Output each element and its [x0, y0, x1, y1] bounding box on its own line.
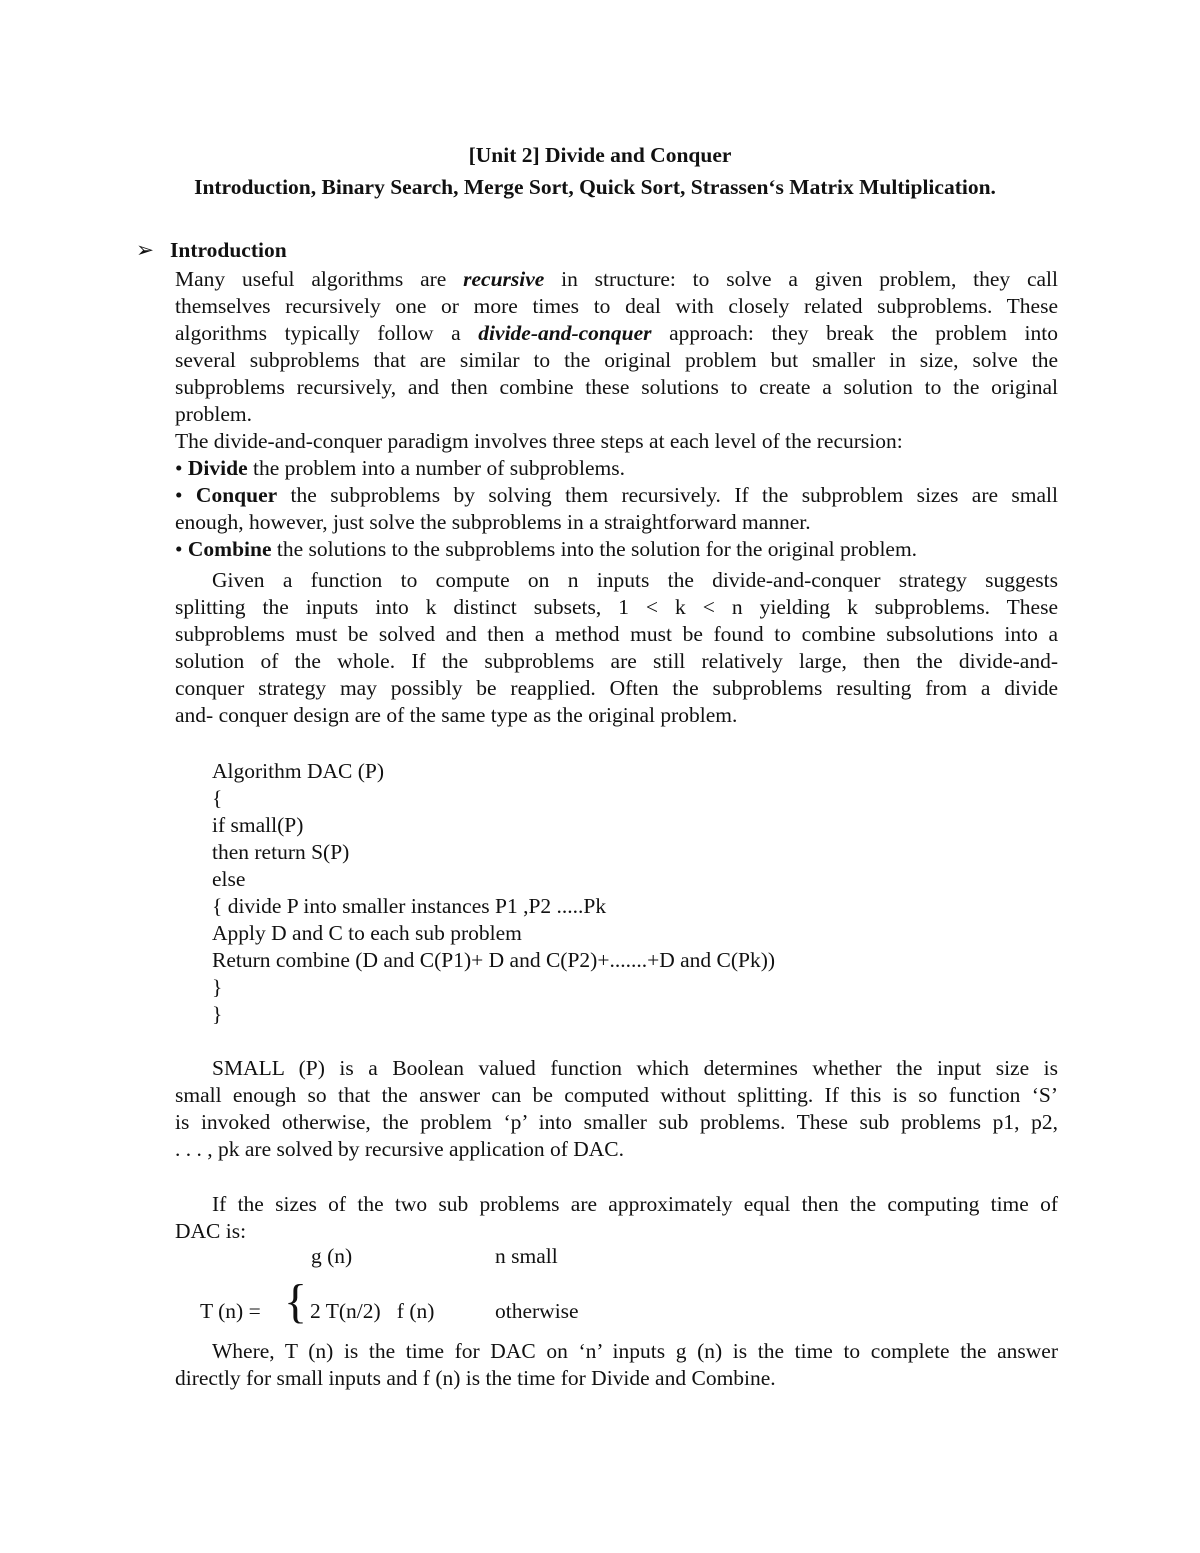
page-title: [Unit 2] Divide and Conquer — [468, 143, 732, 167]
page-subtitle: Introduction, Binary Search, Merge Sort, Quick Sort, Strassen‘s Matrix Multiplication. — [194, 175, 996, 199]
intro-line-2: themselves recursively one or more times to deal with closely related subproblems. These — [175, 294, 1058, 318]
algorithm-block — [212, 758, 775, 1028]
bullet-combine — [175, 536, 1058, 563]
given-line-4: solution of the whole. If the subproblems are still relatively large, then the divide-and- — [175, 649, 1058, 673]
algorithm-line: if small(P) — [212, 813, 304, 837]
bullet-term: Conquer — [195, 483, 278, 507]
intro-line-6: problem. — [175, 402, 253, 426]
equation-recursive-case: 2 T(n/2) f (n) — [310, 1299, 435, 1323]
bullet-term: Divide — [187, 456, 248, 480]
equation-g-of-n: g (n) — [311, 1244, 353, 1268]
intro-text: approach: they break the problem into — [651, 321, 1058, 345]
given-line-6: and- conquer design are of the same type as the original problem. — [175, 703, 738, 727]
intro-text: in structure: to solve a given problem, they call — [544, 267, 1058, 291]
algorithm-line: { — [212, 786, 223, 810]
bullet-text: the subproblems by solving them recursively. If the subproblem sizes are small — [277, 483, 1058, 507]
bullet-conquer — [175, 482, 1058, 509]
intro-line-4: several subproblems that are similar to the original problem but smaller in size, solve the — [175, 348, 1058, 372]
sizes-paragraph — [175, 1191, 1058, 1245]
given-line-1: Given a function to compute on n inputs the divide-and-conquer strategy suggests — [212, 568, 1058, 592]
equation-brace: { — [284, 1275, 308, 1328]
small-line-4: . . . , pk are solved by recursive application of DAC. — [175, 1137, 624, 1161]
bullet-dot: • — [175, 483, 196, 507]
where-paragraph — [175, 1338, 1058, 1392]
bullet-divide — [175, 455, 1058, 482]
algorithm-line: then return S(P) — [212, 840, 350, 864]
section-heading-text: Introduction — [170, 238, 287, 262]
bullet-term: Combine — [187, 537, 272, 561]
emphasis-recursive: recursive — [463, 267, 545, 291]
algorithm-line: Return combine (D and C(P1)+ D and C(P2)+.......+D and C(Pk)) — [212, 948, 776, 972]
bullet-text: the solutions to the subproblems into the solution for the original problem. — [271, 537, 918, 561]
equation-n-small: n small — [495, 1244, 558, 1268]
intro-text: algorithms typically follow a — [175, 321, 479, 345]
small-paragraph — [175, 1055, 1058, 1163]
algorithm-line: Apply D and C to each sub problem — [212, 921, 522, 945]
intro-line-5: subproblems recursively, and then combine these solutions to create a solution to the original — [175, 375, 1058, 399]
algorithm-line: } — [212, 1002, 223, 1026]
given-line-3: subproblems must be solved and then a method must be found to combine subsolutions into a — [175, 622, 1058, 646]
intro-line-1 — [175, 266, 1058, 293]
algorithm-line: else — [212, 867, 246, 891]
bullet-dot: • — [175, 537, 188, 561]
algorithm-line: } — [212, 975, 223, 999]
intro-text: Many useful algorithms are — [175, 267, 464, 291]
bullet-conquer-cont: enough, however, just solve the subproblems in a straightforward manner. — [175, 510, 811, 534]
intro-body — [175, 266, 1058, 729]
bullet-dot: • — [175, 456, 188, 480]
emphasis-divide-and-conquer: divide-and-conquer — [478, 321, 652, 345]
sizes-line-2: DAC is: — [175, 1219, 247, 1243]
section-heading — [136, 236, 287, 264]
algorithm-line: Algorithm DAC (P) — [212, 759, 384, 783]
small-line-1: SMALL (P) is a Boolean valued function which determines whether the input size is — [212, 1056, 1058, 1080]
small-line-2: small enough so that the answer can be computed without splitting. If this is so function ‘S’ — [175, 1083, 1058, 1107]
where-line-1: Where, T (n) is the time for DAC on ‘n’ inputs g (n) is the time to complete the answer — [212, 1339, 1058, 1363]
intro-line-3 — [175, 320, 1058, 347]
given-line-2: splitting the inputs into k distinct subsets, 1 < k < n yielding k subproblems. These — [175, 595, 1058, 619]
where-line-2: directly for small inputs and f (n) is the time for Divide and Combine. — [175, 1366, 776, 1390]
equation-lhs: T (n) = — [200, 1299, 261, 1323]
bullet-text: the problem into a number of subproblems. — [247, 456, 626, 480]
intro-line-7: The divide-and-conquer paradigm involves three steps at each level of the recursion: — [175, 429, 903, 453]
small-line-3: is invoked otherwise, the problem ‘p’ into smaller sub problems. These sub problems p1, p2, — [175, 1110, 1058, 1134]
sizes-line-1: If the sizes of the two sub problems are approximately equal then the computing time of — [212, 1192, 1058, 1216]
arrow-bullet-icon: ➢ — [136, 238, 155, 262]
given-line-5: conquer strategy may possibly be reapplied. Often the subproblems resulting from a divide — [175, 676, 1058, 700]
equation-otherwise: otherwise — [495, 1299, 579, 1323]
recurrence-equation — [200, 1244, 912, 1328]
algorithm-line: { divide P into smaller instances P1 ,P2 .....Pk — [212, 894, 607, 918]
